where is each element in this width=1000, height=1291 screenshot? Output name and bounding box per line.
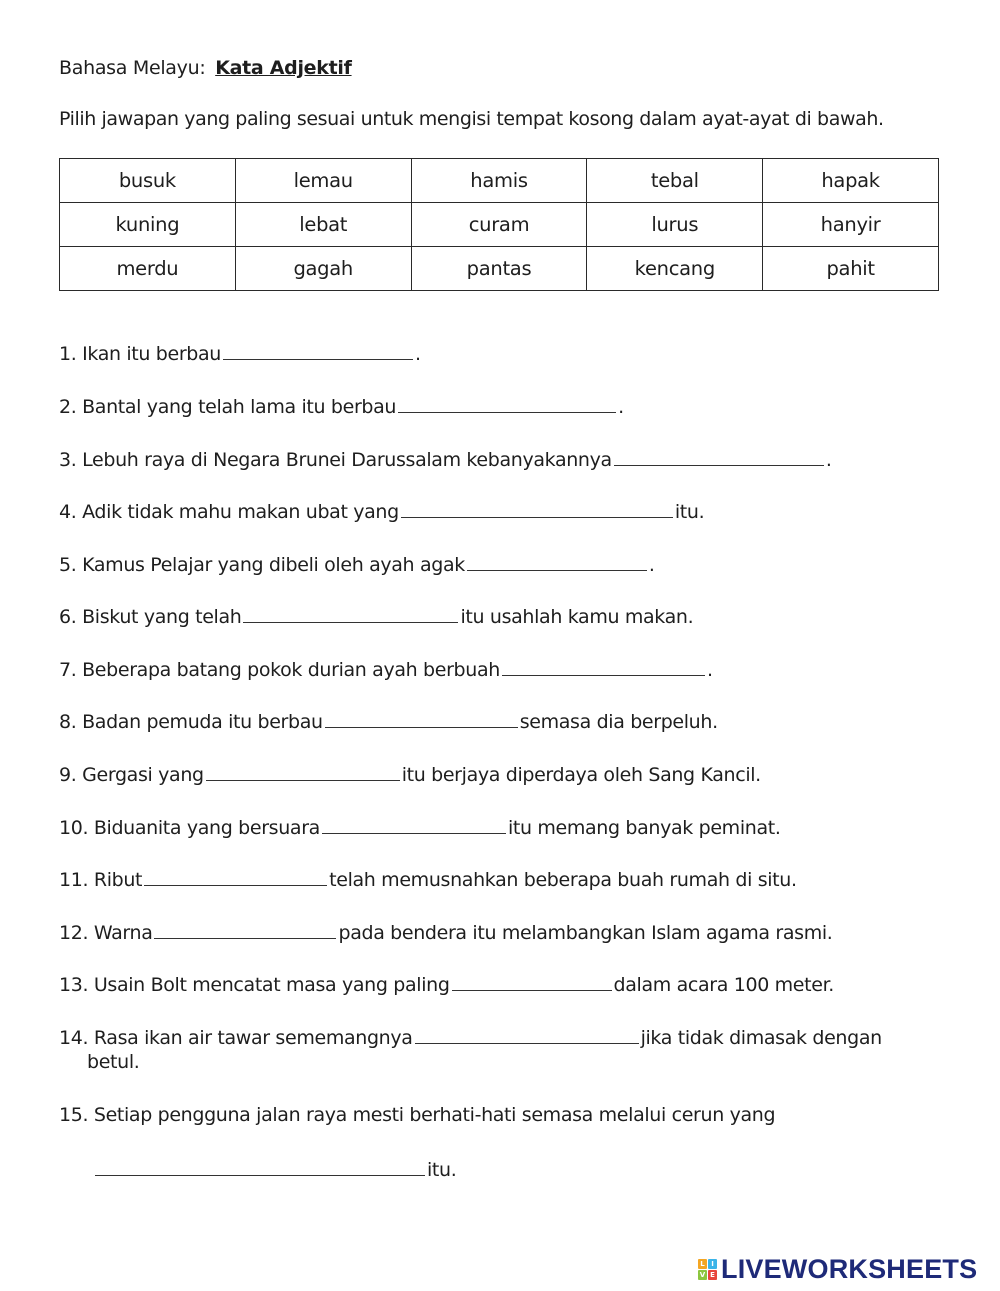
- question-14: [59, 1025, 882, 1049]
- question-text-after: itu.: [427, 1159, 457, 1181]
- question-text: 13. Usain Bolt mencatat masa yang paling: [59, 974, 450, 996]
- word-bank-cell: tebal: [587, 159, 763, 203]
- question-text: 3. Lebuh raya di Negara Brunei Darussalam kebanyakannya: [59, 449, 612, 471]
- logo-tile-i: I: [708, 1259, 717, 1269]
- question-7: [59, 657, 713, 681]
- question-1: [59, 341, 421, 365]
- question-text: 4. Adik tidak mahu makan ubat yang: [59, 501, 399, 523]
- question-text: 8. Badan pemuda itu berbau: [59, 711, 323, 733]
- question-15: [59, 1104, 775, 1126]
- liveworksheets-logo: [698, 1256, 977, 1283]
- word-bank-cell: pahit: [763, 247, 939, 291]
- question-2: [59, 394, 624, 418]
- answer-blank-15[interactable]: [95, 1157, 425, 1176]
- answer-blank-7[interactable]: [502, 657, 705, 676]
- word-bank-row: [60, 159, 939, 203]
- question-text: 15. Setiap pengguna jalan raya mesti berhati-hati semasa melalui cerun yang: [59, 1104, 776, 1126]
- answer-blank-8[interactable]: [325, 709, 518, 728]
- word-bank-cell: merdu: [60, 247, 236, 291]
- question-15-line-2: [95, 1157, 456, 1181]
- question-text-after: .: [648, 554, 655, 576]
- instruction-text: Pilih jawapan yang paling sesuai untuk mengisi tempat kosong dalam ayat-ayat di bawah.: [59, 108, 884, 130]
- question-10: [59, 815, 781, 839]
- answer-blank-2[interactable]: [398, 394, 616, 413]
- word-bank-cell: pantas: [411, 247, 587, 291]
- word-bank-cell: hapak: [763, 159, 939, 203]
- question-text-after: .: [618, 396, 624, 418]
- logo-tile-e: E: [708, 1270, 717, 1280]
- question-text-after: itu.: [674, 501, 705, 523]
- question-text-after: .: [825, 449, 832, 471]
- word-bank-cell: kuning: [60, 203, 236, 247]
- word-bank-cell: lemau: [235, 159, 411, 203]
- word-bank-table: [59, 158, 939, 291]
- question-text: 5. Kamus Pelajar yang dibeli oleh ayah agak: [59, 554, 465, 576]
- question-12: [59, 920, 833, 944]
- question-text: 14. Rasa ikan air tawar sememangnya: [59, 1027, 413, 1049]
- word-bank-cell: gagah: [235, 247, 411, 291]
- question-9: [59, 762, 761, 786]
- question-text: 12. Warna: [59, 922, 153, 944]
- answer-blank-4[interactable]: [401, 499, 673, 518]
- question-text: 1. Ikan itu berbau: [59, 343, 221, 365]
- word-bank-cell: kencang: [587, 247, 763, 291]
- word-bank-row: [60, 203, 939, 247]
- question-3: [59, 447, 832, 471]
- question-text-after: dalam acara 100 meter.: [613, 974, 834, 996]
- answer-blank-9[interactable]: [206, 762, 400, 781]
- word-bank-row: [60, 247, 939, 291]
- question-text-after: telah memusnahkan beberapa buah rumah di situ.: [329, 869, 797, 891]
- question-6: [59, 604, 693, 628]
- answer-blank-11[interactable]: [144, 867, 327, 886]
- question-13: [59, 972, 834, 996]
- answer-blank-6[interactable]: [243, 604, 458, 623]
- answer-blank-10[interactable]: [322, 815, 506, 834]
- subject-label: Bahasa Melayu:: [59, 57, 206, 79]
- logo-tile-v: V: [699, 1271, 706, 1279]
- answer-blank-14[interactable]: [415, 1025, 639, 1044]
- word-bank-cell: hanyir: [763, 203, 939, 247]
- answer-blank-1[interactable]: [223, 341, 413, 360]
- word-bank-cell: busuk: [60, 159, 236, 203]
- question-text: 9. Gergasi yang: [59, 764, 204, 786]
- question-text: 11. Ribut: [59, 869, 143, 891]
- word-bank-cell: lurus: [587, 203, 763, 247]
- question-8: [59, 709, 718, 733]
- question-text: 7. Beberapa batang pokok durian ayah berbuah: [59, 659, 500, 681]
- question-text: 2. Bantal yang telah lama itu berbau: [59, 396, 397, 418]
- question-text-after: itu berjaya diperdaya oleh Sang Kancil.: [401, 764, 761, 786]
- topic-title: Kata Adjektif: [215, 57, 352, 79]
- word-bank-cell: curam: [411, 203, 587, 247]
- question-text-after: itu usahlah kamu makan.: [460, 606, 694, 628]
- question-14-continuation: betul.: [87, 1051, 140, 1073]
- word-bank-cell: lebat: [235, 203, 411, 247]
- liveworksheets-mark-icon: [698, 1259, 717, 1280]
- question-text-after: jika tidak dimasak dengan: [640, 1027, 882, 1049]
- question-text: 6. Biskut yang telah: [59, 606, 242, 628]
- question-text-after: pada bendera itu melambangkan Islam agama rasmi.: [338, 922, 833, 944]
- question-text: 10. Biduanita yang bersuara: [59, 817, 320, 839]
- word-bank-cell: hamis: [411, 159, 587, 203]
- question-text-after: .: [706, 659, 713, 681]
- logo-tile-l: L: [698, 1259, 707, 1269]
- question-text-after: itu memang banyak peminat.: [507, 817, 781, 839]
- answer-blank-3[interactable]: [614, 447, 824, 466]
- answer-blank-12[interactable]: [154, 920, 336, 939]
- answer-blank-13[interactable]: [452, 972, 612, 991]
- question-4: [59, 499, 704, 523]
- question-text-after: semasa dia berpeluh.: [519, 711, 718, 733]
- answer-blank-5[interactable]: [467, 552, 647, 571]
- worksheet-header: [59, 57, 352, 79]
- liveworksheets-wordmark: LIVEWORKSHEETS: [721, 1254, 978, 1284]
- question-11: [59, 867, 797, 891]
- question-5: [59, 552, 655, 576]
- question-text-after: .: [414, 343, 421, 365]
